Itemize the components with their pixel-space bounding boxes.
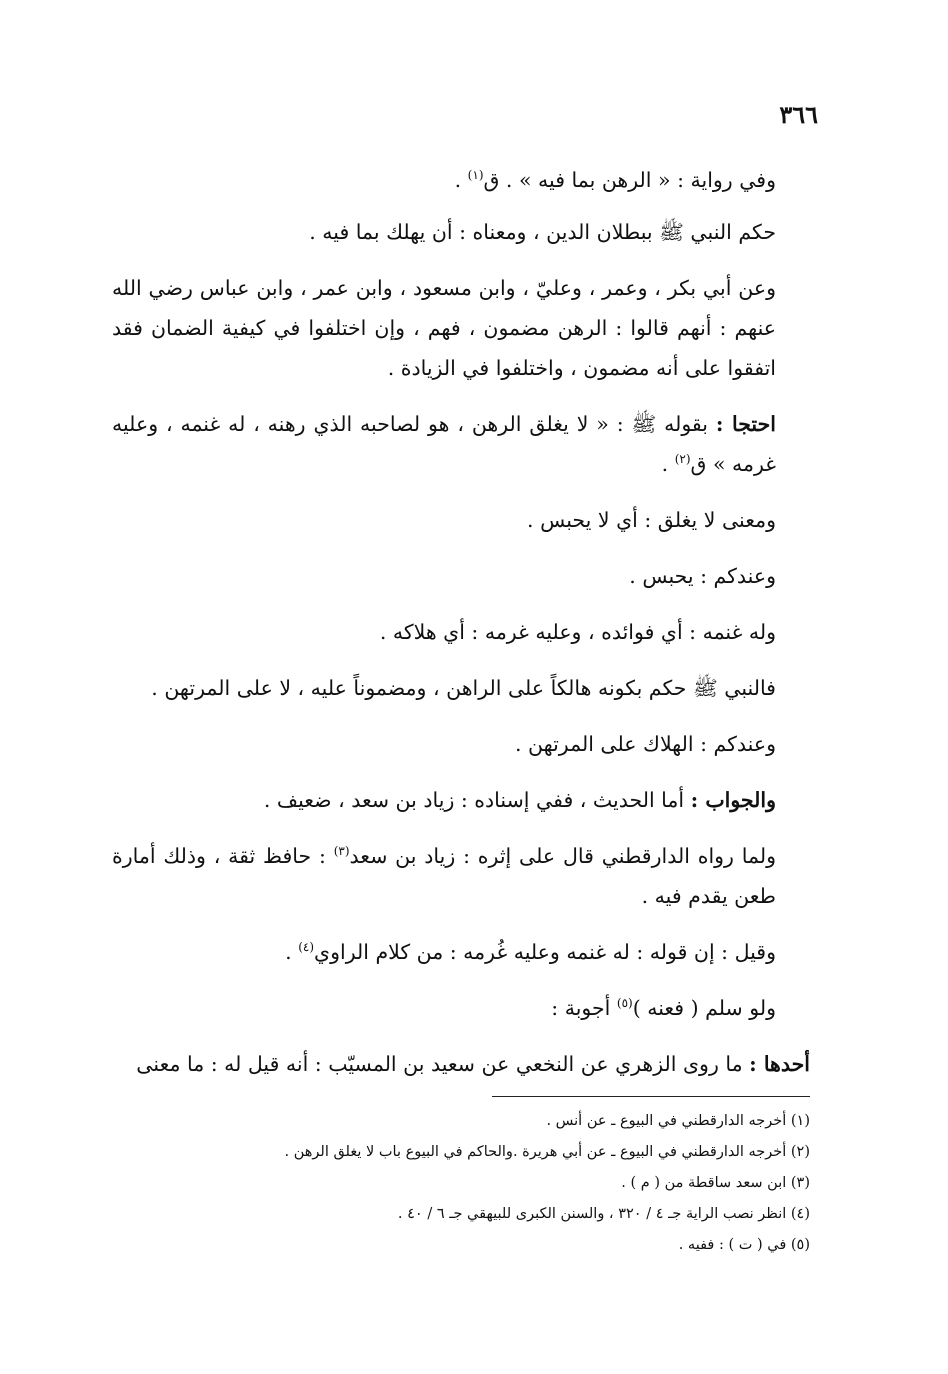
paragraph: والجواب : أما الحديث ، ففي إسناده : زياد بن سعد ، ضعيف . <box>263 788 776 812</box>
paragraph: وفي رواية : « الرهن بما فيه » . ق$^{(١)}$ . <box>454 168 776 192</box>
main-text <box>112 160 810 1100</box>
paragraph: حكم النبي ﷺ ببطلان الدين ، ومعناه : أن يهلك بما فيه . <box>309 220 776 244</box>
footnote: (٣) ابن سعد ساقطة من ( م ) . <box>621 1175 810 1191</box>
paragraph-lead: احتجا : <box>715 412 776 436</box>
footnote: (١) أخرجه الدارقطني في البيوع ـ عن أنس . <box>546 1113 810 1129</box>
footnote-separator <box>492 1096 810 1097</box>
paragraph: وله غنمه : أي فوائده ، وعليه غرمه : أي هلاكه . <box>379 620 776 644</box>
paragraph-lead: أحدها : <box>749 1052 810 1076</box>
footnote-ref: (٤) <box>298 940 315 955</box>
paragraph: ولما رواه الدارقطني قال على إثره : زياد بن سعد$^{(٣)}$ : حافظ ثقة ، وذلك أمارة طعن يقدم فيه . <box>112 844 776 908</box>
paragraph: أحدها : ما روى الزهري عن النخعي عن سعيد بن المسيّب : أنه قيل له : ما معنى <box>136 1052 810 1076</box>
footnote-ref: (٥) <box>616 996 633 1011</box>
paragraph: وعندكم : الهلاك على المرتهن . <box>515 732 776 756</box>
paragraph-lead: والجواب : <box>690 788 776 812</box>
paragraph: احتجا : بقوله ﷺ : « لا يغلق الرهن ، هو لصاحبه الذي رهنه ، له غنمه ، وعليه غرمه » ق$^{(٢)}$ . <box>112 412 776 476</box>
paragraph: فالنبي ﷺ حكم بكونه هالكاً على الراهن ، ومضموناً عليه ، لا على المرتهن . <box>151 676 776 700</box>
document-page <box>112 0 818 1374</box>
paragraph: وقيل : إن قوله : له غنمه وعليه غُرمه : من كلام الراوي$^{(٤)}$ . <box>285 940 776 964</box>
footnote-ref: (١) <box>467 168 484 183</box>
footnotes <box>112 1106 810 1261</box>
paragraph: وعن أبي بكر ، وعمر ، وعليّ ، وابن مسعود ، وابن عمر ، وابن عباس رضي الله عنهم : أنهم قالوا : الرهن مضمون ، فهم ، وإن اختلفوا في كيفية الضمان فقد اتفقوا على أنه مضمون ، واختلفوا في الزيادة . <box>112 276 776 380</box>
footnote: (٤) انظر نصب الراية جـ ٤ / ٣٢٠ ، والسنن الكبرى للبيهقي جـ ٦ / ٤٠ . <box>397 1206 810 1222</box>
paragraph: ولو سلم ( فعنه )$^{(٥)}$ أجوبة : <box>551 996 776 1020</box>
footnote-ref: (٢) <box>674 452 691 467</box>
paragraph: وعندكم : يحبس . <box>629 564 776 588</box>
paragraph: ومعنى لا يغلق : أي لا يحبس . <box>527 508 776 532</box>
footnote: (٢) أخرجه الدارقطني في البيوع ـ عن أبي هريرة .والحاكم في البيوع باب لا يغلق الرهن . <box>284 1144 810 1160</box>
page-number: ٣٦٦ <box>779 100 818 129</box>
footnote-ref: (٣) <box>333 844 350 859</box>
footnote: (٥) في ( ت ) : ففيه . <box>678 1237 810 1253</box>
